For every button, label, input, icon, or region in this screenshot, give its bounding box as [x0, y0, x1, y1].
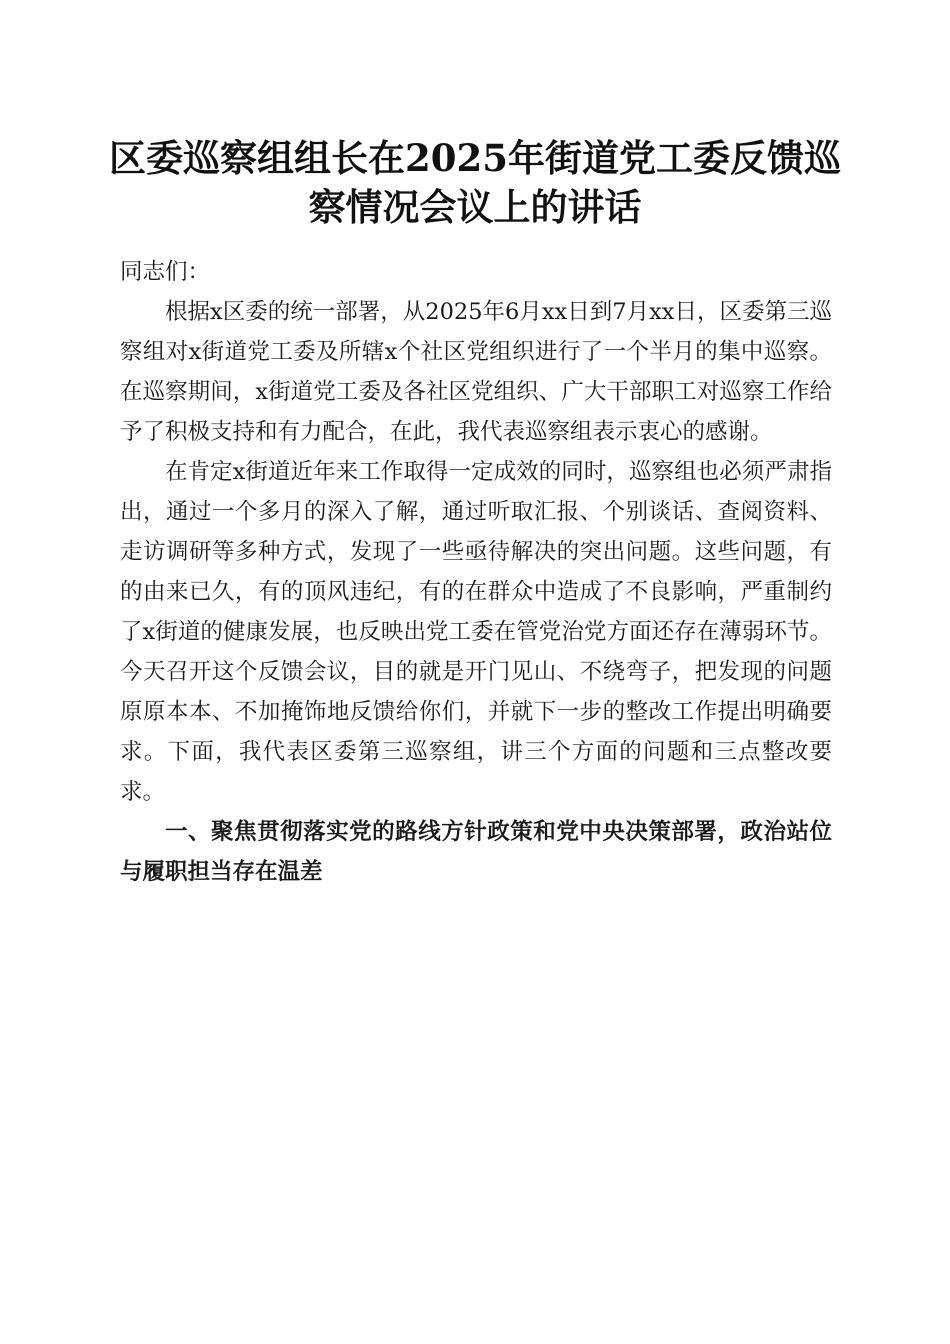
title-line-1: 区委巡察组组长在2025年街道党工委反馈巡: [109, 136, 841, 180]
section-heading-1: 一、聚焦贯彻落实党的路线方针政策和党中央决策部署，政治站位与履职担当存在温差: [120, 819, 832, 885]
title-line-2: 察情况会议上的讲话: [308, 185, 642, 229]
body-paragraph-1: 根据x区委的统一部署，从2025年6月xx日到7月xx日，区委第三巡察组对x街道党工委及所辖x个社区党组织进行了一个半月的集中巡察。在巡察期间，x街道党工委及各社区党组织、广大干部职工对巡察工作给予了积极支持和有力配合，在此，我代表巡察组表示衷心的感谢。: [120, 299, 832, 445]
salutation: 同志们：: [120, 259, 211, 285]
document-body: [120, 252, 832, 892]
document-title: [100, 134, 850, 232]
body-paragraph-2: 在肯定x街道近年来工作取得一定成效的同时，巡察组也必须严肃指出，通过一个多月的深入了解，通过听取汇报、个别谈话、查阅资料、走访调研等多种方式，发现了一些亟待解决的突出问题。这些问题，有的由来已久，有的顶风违纪，有的在群众中造成了不良影响，严重制约了x街道的健康发展，也反映出党工委在管党治党方面还存在薄弱环节。今天召开这个反馈会议，目的就是开门见山、不绕弯子，把发现的问题原原本本、不加掩饰地反馈给你们，并就下一步的整改工作提出明确要求。下面，我代表区委第三巡察组，讲三个方面的问题和三点整改要求。: [120, 459, 832, 805]
